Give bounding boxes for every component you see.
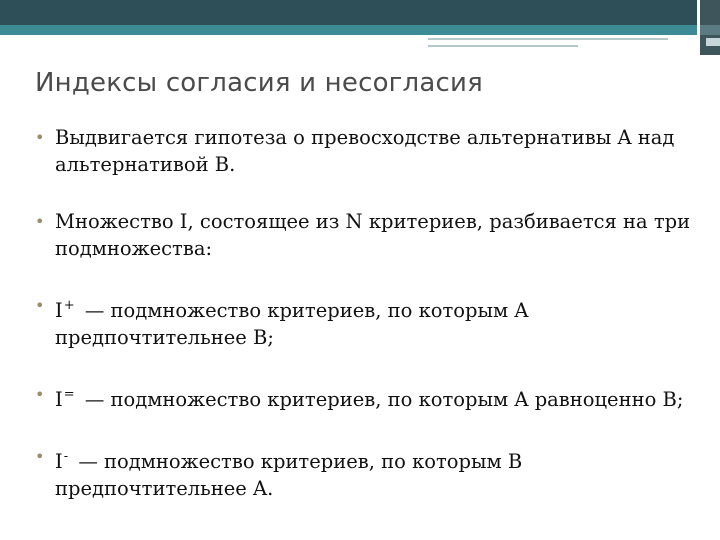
bullet-dot-icon: • — [35, 296, 45, 315]
header-rule-2 — [428, 45, 578, 47]
bullet-item — [33, 208, 693, 262]
bullet-list — [33, 124, 693, 532]
bullet-item — [33, 292, 693, 351]
bullet-item — [33, 443, 693, 502]
bullet-item — [33, 381, 693, 413]
header-rule-right — [706, 38, 720, 46]
set-symbol: I — [55, 299, 63, 322]
bullet-text: Множество I, состоящее из N критериев, разбивается на три подмножества: — [55, 210, 691, 260]
bullet-dot-icon: • — [35, 447, 45, 466]
bullet-text: — подмножество критериев, по которым A равноценно B; — [84, 388, 684, 411]
set-superscript: - — [63, 449, 69, 464]
bullet-item — [33, 124, 693, 178]
set-superscript: + — [63, 298, 75, 313]
header-separator — [697, 0, 700, 55]
header-bar-right-accent — [700, 25, 720, 35]
bullet-text: — подмножество критериев, по которым A предпочтительнее B; — [55, 299, 529, 349]
header-bar-teal — [0, 25, 697, 35]
header-rule-1 — [428, 38, 668, 40]
set-superscript: = — [63, 387, 75, 402]
bullet-text: Выдвигается гипотеза о превосходстве альтернативы A над альтернативой B. — [55, 126, 675, 176]
set-symbol: I — [55, 450, 63, 473]
slide-title: Индексы согласия и несогласия — [35, 68, 483, 98]
header-bar-dark — [0, 0, 700, 25]
bullet-dot-icon: • — [35, 385, 45, 404]
bullet-text: — подмножество критериев, по которым B предпочтительнее A. — [55, 450, 523, 500]
bullet-dot-icon: • — [35, 212, 45, 231]
bullet-dot-icon: • — [35, 128, 45, 147]
set-symbol: I — [55, 388, 63, 411]
